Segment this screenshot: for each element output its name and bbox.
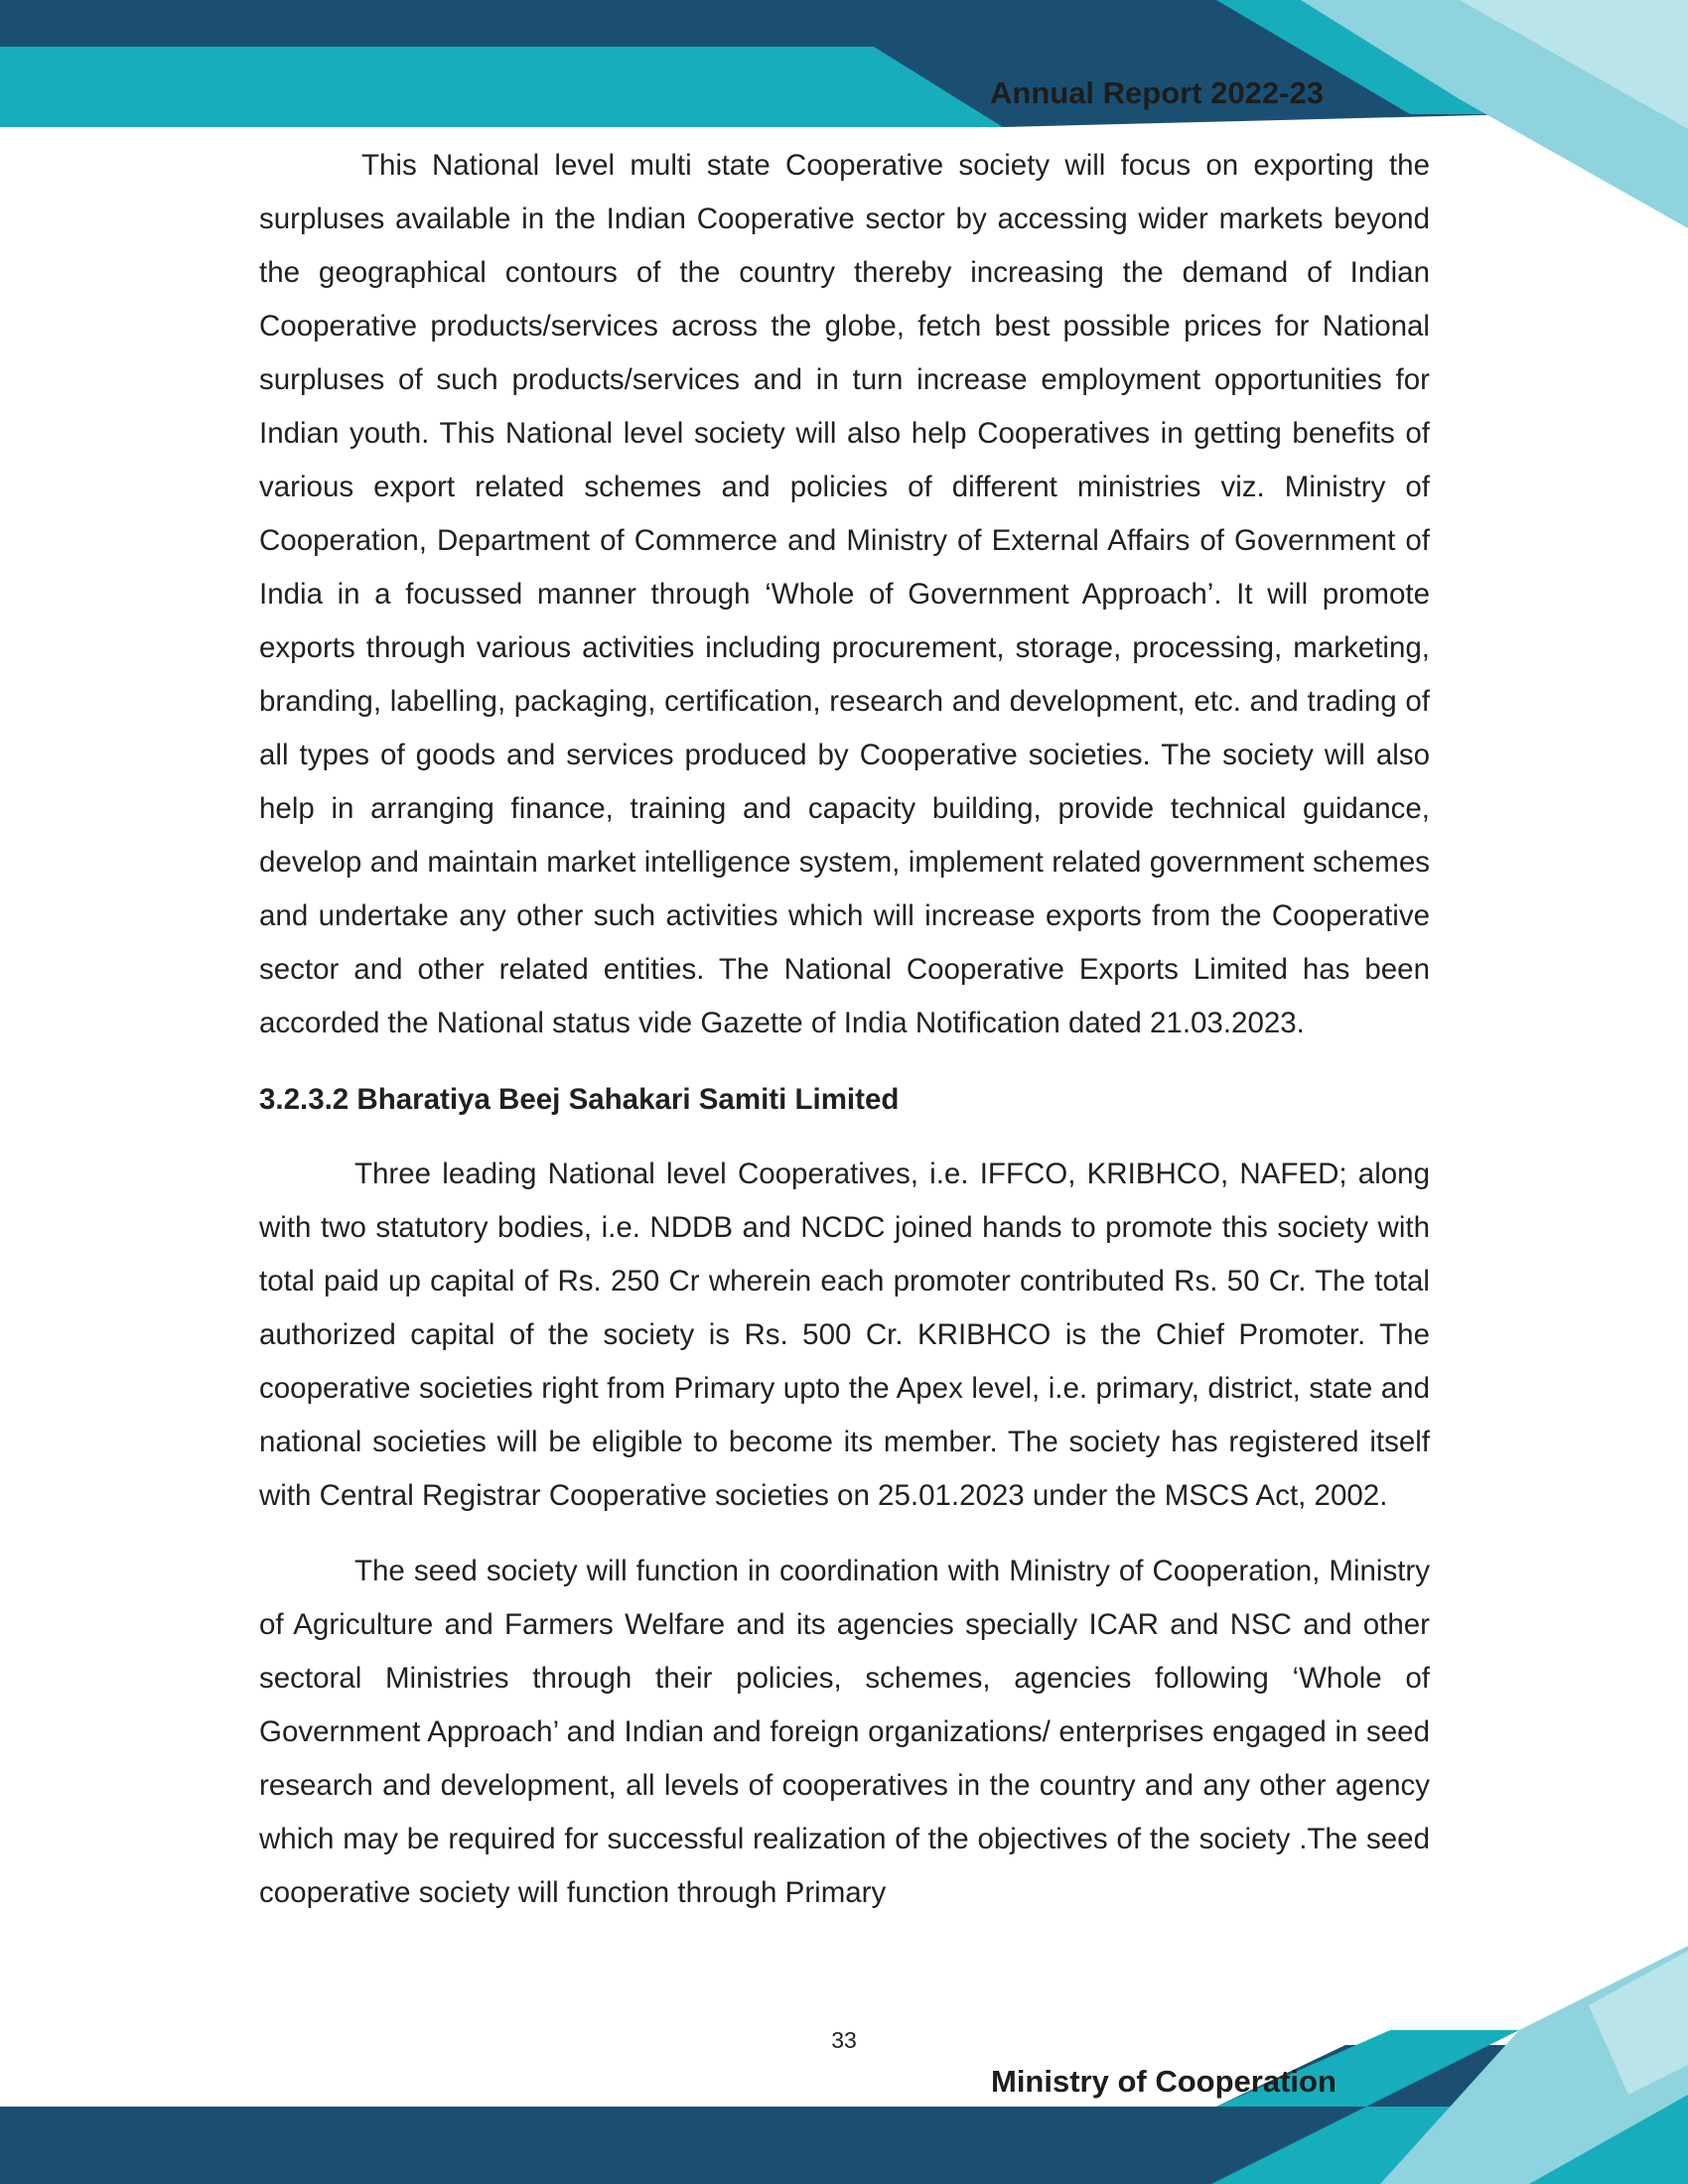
paragraph-export-society: This National level multi state Cooperative society will focus on exporting the surpluses available in the Indian Cooperative sector by accessing wider markets beyond the geographical contours of the country thereby increasing the demand of Indian Cooperative products/services across the globe, fetch best possible prices for National surpluses of such products/services and in turn increase employment opportunities for Indian youth. This National level society will also help Cooperatives in getting benefits of various export related schemes and policies of different ministries viz. Ministry of Cooperation, Department of Commerce and Ministry of External Affairs of Government of India in a focussed manner through ‘Whole of Government Approach’. It will promote exports through various activities including procurement, storage, processing, marketing, branding, labelling, packaging, certification, research and development, etc. and trading of all types of goods and services produced by Cooperative societies. The society will also help in arranging finance, training and capacity building, provide technical guidance, develop and maintain market intelligence system, implement related government schemes and undertake any other such activities which will increase exports from the Cooperative sector and other related entities. The National Cooperative Exports Limited has been accorded the National status vide Gazette of India Notification dated 21.03.2023. xyxy=(259,149,1430,1039)
document-body xyxy=(259,139,1430,1942)
header-title: Annual Report 2022-23 xyxy=(990,75,1324,110)
paragraph-seed-society-capital: Three leading National level Cooperatives, i.e. IFFCO, KRIBHCO, NAFED; along with two statutory bodies, i.e. NDDB and NCDC joined hands to promote this society with total paid up capital of Rs. 250 Cr wherein each promoter contributed Rs. 50 Cr. The total authorized capital of the society is Rs. 500 Cr. KRIBHCO is the Chief Promoter. The cooperative societies right from Primary upto the Apex level, i.e. primary, district, state and national societies will be eligible to become its member. The society has registered itself with Central Registrar Cooperative societies on 25.01.2023 under the MSCS Act, 2002. xyxy=(259,1158,1430,1512)
page-number: 33 xyxy=(831,2027,857,2053)
paragraph-seed-society-coordination: The seed society will function in coordination with Ministry of Cooperation, Ministry of Agriculture and Farmers Welfare and its agencies specially ICAR and NSC and other sectoral Ministries through their policies, schemes, agencies following ‘Whole of Government Approach’ and Indian and foreign organizations/ enterprises engaged in seed research and development, all levels of cooperatives in the country and any other agency which may be required for successful realization of the objectives of the society .The seed cooperative society will function through Primary xyxy=(259,1555,1430,1909)
footer-title: Ministry of Cooperation xyxy=(991,2064,1336,2099)
header-teal-band xyxy=(0,47,1003,127)
section-heading: 3.2.3.2 Bharatiya Beej Sahakari Samiti Limited xyxy=(259,1083,900,1116)
